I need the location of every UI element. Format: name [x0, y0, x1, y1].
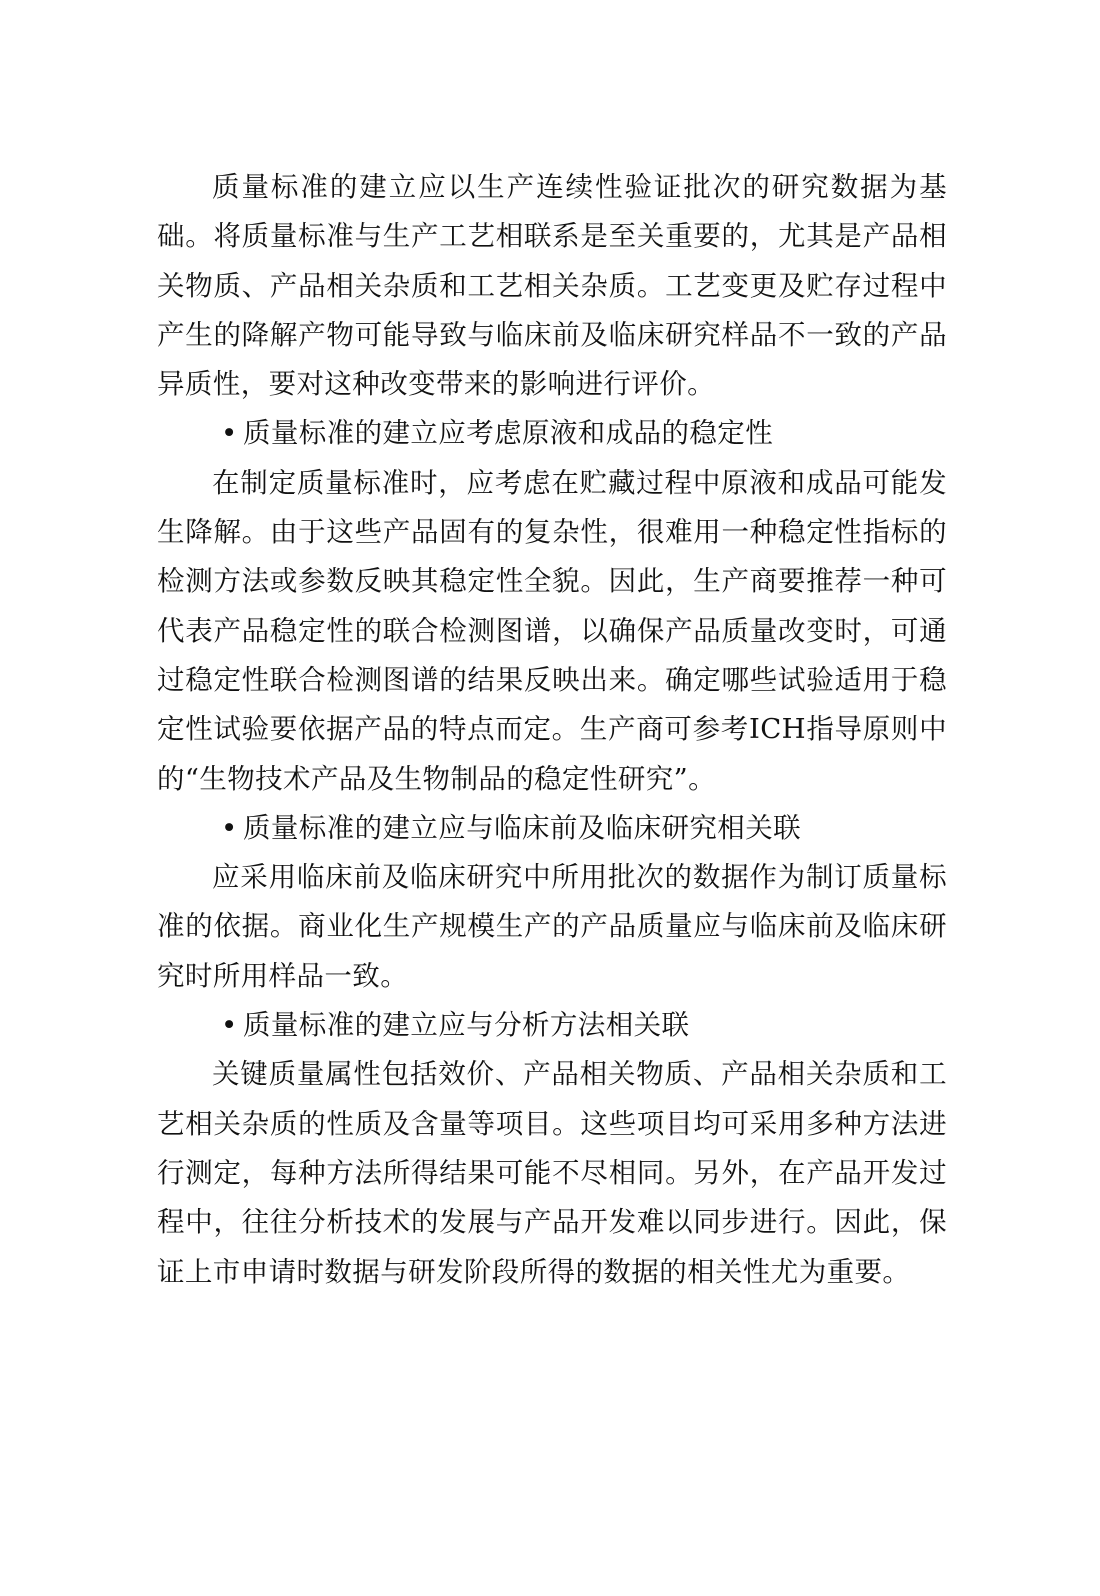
bullet-icon: •: [221, 1009, 238, 1042]
section-heading-text: 质量标准的建立应考虑原液和成品的稳定性: [243, 417, 774, 450]
section-body-stability: 在制定质量标准时，应考虑在贮藏过程中原液和成品可能发生降解。由于这些产品固有的复杂性，很难用一种稳定性指标的检测方法或参数反映其稳定性全貌。因此，生产商要推荐一种可代表产品稳定性的联合检测图谱，以确保产品质量改变时，可通过稳定性联合检测图谱的结果反映出来。确定哪些试验适用于稳定性试验要依据产品的特点而定。生产商可参考ICH指导原则中的“生物技术产品及生物制品的稳定性研究”。: [157, 466, 947, 795]
section-heading-stability: [157, 409, 947, 458]
section-heading-text: 质量标准的建立应与分析方法相关联: [243, 1009, 690, 1042]
section-heading-analytical: [157, 1001, 947, 1050]
section-body-clinical: 应采用临床前及临床研究中所用批次的数据作为制订质量标准的依据。商业化生产规模生产的产品质量应与临床前及临床研究时所用样品一致。: [157, 861, 947, 992]
section-heading-text: 质量标准的建立应与临床前及临床研究相关联: [243, 811, 801, 844]
section-body-analytical: 关键质量属性包括效价、产品相关物质、产品相关杂质和工艺相关杂质的性质及含量等项目。这些项目均可采用多种方法进行测定，每种方法所得结果可能不尽相同。另外，在产品开发过程中，往往分析技术的发展与产品开发难以同步进行。因此，保证上市申请时数据与研发阶段所得的数据的相关性尤为重要。: [157, 1058, 947, 1288]
intro-paragraph: 质量标准的建立应以生产连续性验证批次的研究数据为基础。将质量标准与生产工艺相联系是至关重要的，尤其是产品相关物质、产品相关杂质和工艺相关杂质。工艺变更及贮存过程中产生的降解产物可能导致与临床前及临床研究样品不一致的产品异质性，要对这种改变带来的影响进行评价。: [157, 171, 947, 401]
bullet-icon: •: [221, 417, 238, 450]
bullet-icon: •: [221, 811, 238, 844]
section-heading-clinical: [157, 804, 947, 853]
document-page: [157, 163, 947, 1297]
